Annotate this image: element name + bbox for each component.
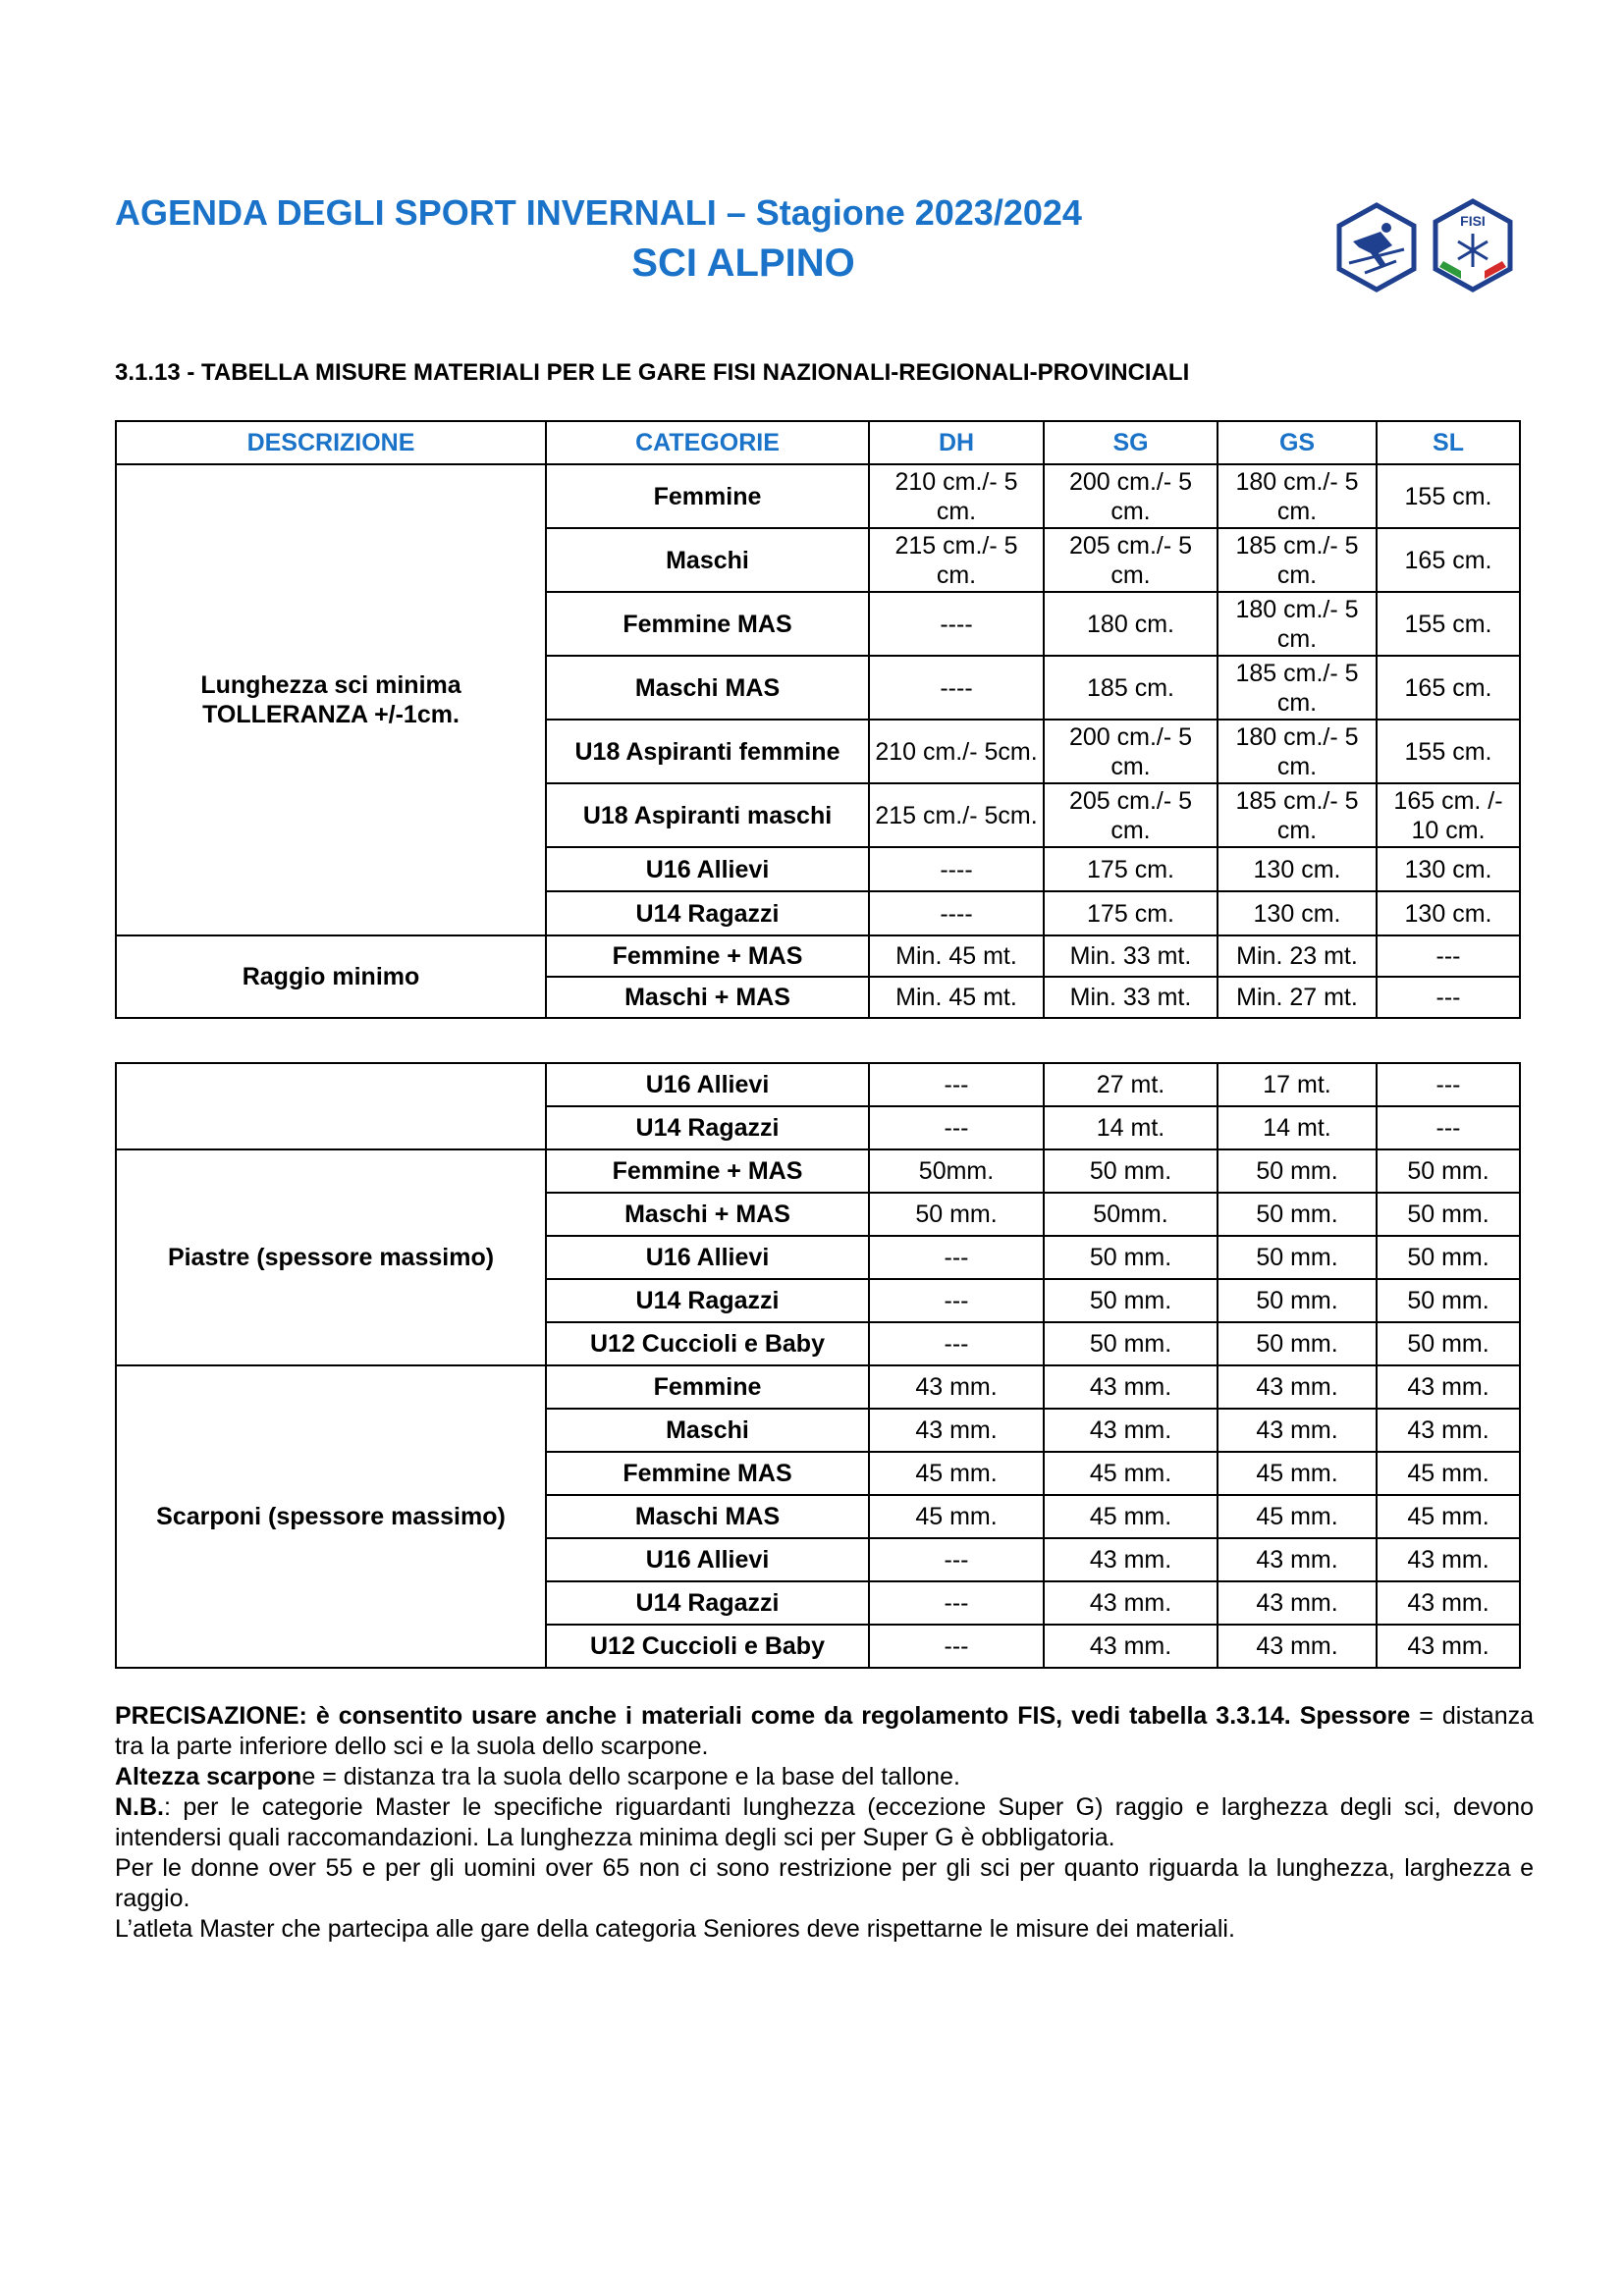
gs-cell: Min. 23 mt. [1218, 935, 1377, 977]
category-cell: Maschi MAS [546, 1495, 869, 1538]
header-sg: SG [1044, 421, 1218, 464]
dh-cell: 45 mm. [869, 1452, 1044, 1495]
skier-logo-icon [1335, 202, 1418, 293]
table-row [116, 464, 1520, 528]
sg-cell: 45 mm. [1044, 1495, 1218, 1538]
sl-cell: 165 cm. /- 10 cm. [1377, 783, 1520, 847]
fisi-logo-icon [1432, 198, 1514, 293]
sl-cell: 45 mm. [1377, 1452, 1520, 1495]
category-cell: U14 Ragazzi [546, 891, 869, 935]
category-cell: U12 Cuccioli e Baby [546, 1625, 869, 1668]
gs-cell: 43 mm. [1218, 1538, 1377, 1581]
category-cell: U16 Allievi [546, 1538, 869, 1581]
dh-cell: 43 mm. [869, 1409, 1044, 1452]
dh-cell: Min. 45 mt. [869, 935, 1044, 977]
category-cell: Femmine [546, 464, 869, 528]
sg-cell: 50 mm. [1044, 1279, 1218, 1322]
category-cell: Maschi + MAS [546, 977, 869, 1018]
category-cell: U14 Ragazzi [546, 1279, 869, 1322]
gs-cell: 43 mm. [1218, 1409, 1377, 1452]
gs-cell: 180 cm./- 5 cm. [1218, 592, 1377, 656]
table-row [116, 1365, 1520, 1409]
document-title: AGENDA DEGLI SPORT INVERNALI – Stagione 2023/2024 [115, 192, 1082, 233]
category-cell: U12 Cuccioli e Baby [546, 1322, 869, 1365]
notes-section [115, 1701, 1534, 1945]
description-cell [116, 464, 546, 935]
description-line: Lunghezza sci minima [200, 671, 461, 699]
sg-cell: 27 mt. [1044, 1063, 1218, 1106]
category-cell: U16 Allievi [546, 1236, 869, 1279]
sl-cell: 155 cm. [1377, 720, 1520, 783]
table-row [116, 935, 1520, 977]
dh-cell: 50mm. [869, 1149, 1044, 1193]
dh-cell: --- [869, 1106, 1044, 1149]
category-cell: Femmine MAS [546, 1452, 869, 1495]
sl-cell: 43 mm. [1377, 1581, 1520, 1625]
gs-cell: 130 cm. [1218, 891, 1377, 935]
note-precisazione [115, 1701, 1534, 1762]
sg-cell: 45 mm. [1044, 1452, 1218, 1495]
sg-cell: 205 cm./- 5 cm. [1044, 528, 1218, 592]
sl-cell: 43 mm. [1377, 1625, 1520, 1668]
sg-cell: 175 cm. [1044, 847, 1218, 891]
sl-cell: 50 mm. [1377, 1193, 1520, 1236]
dh-cell: ---- [869, 592, 1044, 656]
dh-cell: 50 mm. [869, 1193, 1044, 1236]
gs-cell: 185 cm./- 5 cm. [1218, 783, 1377, 847]
header-gs: GS [1218, 421, 1377, 464]
gs-cell: 50 mm. [1218, 1236, 1377, 1279]
sl-cell: 50 mm. [1377, 1236, 1520, 1279]
dh-cell: --- [869, 1581, 1044, 1625]
dh-cell: 215 cm./- 5cm. [869, 783, 1044, 847]
dh-cell: ---- [869, 656, 1044, 720]
sl-cell: 43 mm. [1377, 1538, 1520, 1581]
gs-cell: 50 mm. [1218, 1149, 1377, 1193]
category-cell: U16 Allievi [546, 1063, 869, 1106]
gs-cell: 130 cm. [1218, 847, 1377, 891]
gs-cell: 50 mm. [1218, 1279, 1377, 1322]
description-line: TOLLERANZA +/-1cm. [202, 701, 460, 728]
dh-cell: --- [869, 1063, 1044, 1106]
category-cell: U16 Allievi [546, 847, 869, 891]
dh-cell: 43 mm. [869, 1365, 1044, 1409]
table-row [116, 1063, 1520, 1106]
sl-cell: 130 cm. [1377, 891, 1520, 935]
sl-cell: 130 cm. [1377, 847, 1520, 891]
sg-cell: 205 cm./- 5 cm. [1044, 783, 1218, 847]
description-cell: Piastre (spessore massimo) [116, 1149, 546, 1365]
note-over: Per le donne over 55 e per gli uomini over 65 non ci sono restrizione per gli sci per quanto riguarda la lunghezza, larghezza e raggio. [115, 1854, 1534, 1912]
section-title: 3.1.13 - TABELLA MISURE MATERIALI PER LE GARE FISI NAZIONALI-REGIONALI-PROVINCIALI [115, 359, 1190, 386]
sg-cell: 50mm. [1044, 1193, 1218, 1236]
sl-cell: 165 cm. [1377, 656, 1520, 720]
sl-cell: 43 mm. [1377, 1365, 1520, 1409]
gs-cell: 50 mm. [1218, 1322, 1377, 1365]
category-cell: Femmine [546, 1365, 869, 1409]
category-cell: U14 Ragazzi [546, 1106, 869, 1149]
note-bold: Altezza scarpon [115, 1763, 302, 1790]
category-cell: Maschi MAS [546, 656, 869, 720]
header-sl: SL [1377, 421, 1520, 464]
sg-cell: 50 mm. [1044, 1236, 1218, 1279]
dh-cell: Min. 45 mt. [869, 977, 1044, 1018]
gs-cell: 180 cm./- 5 cm. [1218, 720, 1377, 783]
header-dh: DH [869, 421, 1044, 464]
sg-cell: 185 cm. [1044, 656, 1218, 720]
gs-cell: 185 cm./- 5 cm. [1218, 528, 1377, 592]
description-cell: Raggio minimo [116, 935, 546, 1018]
note-nb [115, 1792, 1534, 1853]
sg-cell: 175 cm. [1044, 891, 1218, 935]
materials-table-1 [115, 420, 1521, 1019]
category-cell: Femmine MAS [546, 592, 869, 656]
gs-cell: 45 mm. [1218, 1452, 1377, 1495]
dh-cell: ---- [869, 891, 1044, 935]
dh-cell: --- [869, 1236, 1044, 1279]
sg-cell: Min. 33 mt. [1044, 977, 1218, 1018]
sl-cell: 50 mm. [1377, 1279, 1520, 1322]
sl-cell: --- [1377, 1063, 1520, 1106]
note-altezza [115, 1762, 1534, 1792]
gs-cell: 17 mt. [1218, 1063, 1377, 1106]
sg-cell: 14 mt. [1044, 1106, 1218, 1149]
dh-cell: 45 mm. [869, 1495, 1044, 1538]
sl-cell: 155 cm. [1377, 464, 1520, 528]
sg-cell: 200 cm./- 5 cm. [1044, 720, 1218, 783]
sl-cell: 50 mm. [1377, 1322, 1520, 1365]
gs-cell: 45 mm. [1218, 1495, 1377, 1538]
gs-cell: 43 mm. [1218, 1581, 1377, 1625]
gs-cell: 43 mm. [1218, 1625, 1377, 1668]
category-cell: U14 Ragazzi [546, 1581, 869, 1625]
sg-cell: 43 mm. [1044, 1365, 1218, 1409]
gs-cell: 185 cm./- 5 cm. [1218, 656, 1377, 720]
dh-cell: 210 cm./- 5cm. [869, 720, 1044, 783]
sg-cell: 180 cm. [1044, 592, 1218, 656]
sl-cell: --- [1377, 1106, 1520, 1149]
sl-cell: 165 cm. [1377, 528, 1520, 592]
gs-cell: 43 mm. [1218, 1365, 1377, 1409]
note-master: L’atleta Master che partecipa alle gare della categoria Seniores deve rispettarne le misure dei materiali. [115, 1915, 1235, 1943]
dh-cell: 215 cm./- 5 cm. [869, 528, 1044, 592]
category-cell: Femmine + MAS [546, 1149, 869, 1193]
gs-cell: Min. 27 mt. [1218, 977, 1377, 1018]
dh-cell: --- [869, 1538, 1044, 1581]
sg-cell: 43 mm. [1044, 1538, 1218, 1581]
category-cell: U18 Aspiranti femmine [546, 720, 869, 783]
sl-cell: --- [1377, 977, 1520, 1018]
dh-cell: --- [869, 1279, 1044, 1322]
sg-cell: 200 cm./- 5 cm. [1044, 464, 1218, 528]
note-text: e = distanza tra la suola dello scarpone e la base del tallone. [301, 1763, 960, 1790]
note-bold: PRECISAZIONE: è consentito usare anche i materiali come da regolamento FIS, vedi tabella 3.3.14. Spessore [115, 1702, 1411, 1730]
gs-cell: 180 cm./- 5 cm. [1218, 464, 1377, 528]
sg-cell: 50 mm. [1044, 1322, 1218, 1365]
description-cell [116, 1063, 546, 1149]
sg-cell: 50 mm. [1044, 1149, 1218, 1193]
sg-cell: 43 mm. [1044, 1409, 1218, 1452]
sl-cell: 50 mm. [1377, 1149, 1520, 1193]
table-row [116, 1149, 1520, 1193]
note-bold: N.B. [115, 1793, 164, 1821]
sg-cell: Min. 33 mt. [1044, 935, 1218, 977]
gs-cell: 14 mt. [1218, 1106, 1377, 1149]
header-descrizione: DESCRIZIONE [116, 421, 546, 464]
category-cell: Maschi [546, 1409, 869, 1452]
category-cell: U18 Aspiranti maschi [546, 783, 869, 847]
sl-cell: --- [1377, 935, 1520, 977]
note-text: : per le categorie Master le specifiche riguardanti lunghezza (eccezione Super G) raggio e larghezza degli sci, devono intendersi quali raccomandazioni. La lunghezza minima degli sci per Super G è obbligatoria. [115, 1793, 1534, 1851]
fisi-logo-text: FISI [1460, 213, 1486, 229]
sl-cell: 43 mm. [1377, 1409, 1520, 1452]
gs-cell: 50 mm. [1218, 1193, 1377, 1236]
category-cell: Maschi + MAS [546, 1193, 869, 1236]
note-text: = distanza tra la parte inferiore dello sci e la suola dello scarpone. [115, 1702, 1535, 1760]
sl-cell: 155 cm. [1377, 592, 1520, 656]
sg-cell: 43 mm. [1044, 1581, 1218, 1625]
dh-cell: 210 cm./- 5 cm. [869, 464, 1044, 528]
header-categorie: CATEGORIE [546, 421, 869, 464]
materials-table-2 [115, 1062, 1521, 1669]
category-cell: Femmine + MAS [546, 935, 869, 977]
dh-cell: --- [869, 1625, 1044, 1668]
document-subtitle: SCI ALPINO [631, 241, 855, 285]
description-cell: Scarponi (spessore massimo) [116, 1365, 546, 1668]
dh-cell: --- [869, 1322, 1044, 1365]
sl-cell: 45 mm. [1377, 1495, 1520, 1538]
dh-cell: ---- [869, 847, 1044, 891]
sg-cell: 43 mm. [1044, 1625, 1218, 1668]
category-cell: Maschi [546, 528, 869, 592]
